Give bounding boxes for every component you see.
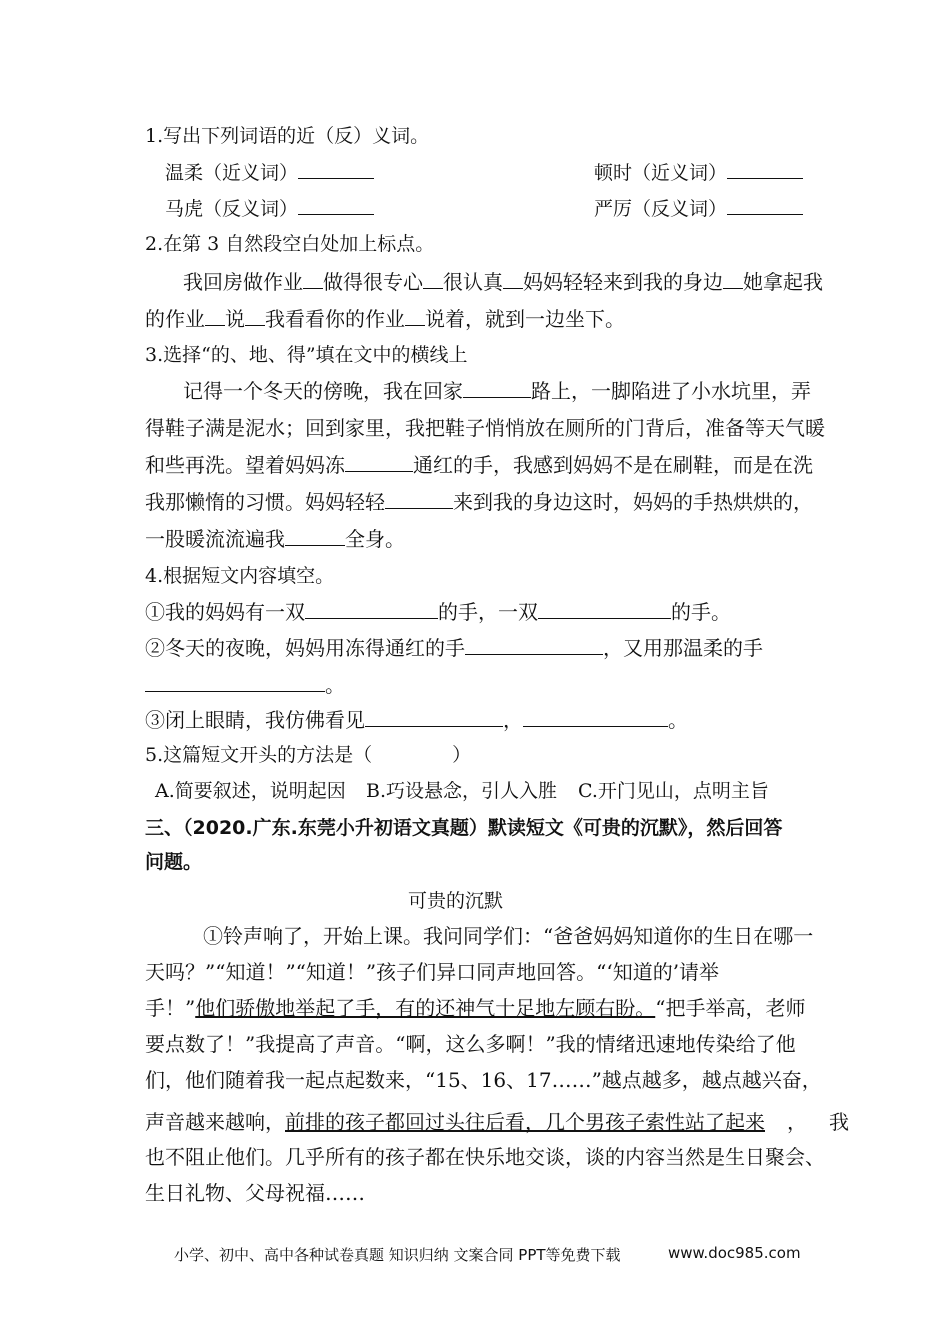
- q5-option-a[interactable]: A.简要叙述，说明起因: [155, 780, 346, 802]
- q5-option-c[interactable]: C.开门见山，点明主旨: [578, 780, 769, 802]
- passage-line: 也不阻止他们。几乎所有的孩子都在快乐地交谈，谈的内容当然是生日聚会、: [145, 1145, 825, 1169]
- passage-line: 们，他们随着我一起点起数来，“15、16、17……”越点越多，越点越兴奋，: [145, 1068, 822, 1092]
- q3-line: 得鞋子满是泥水；回到家里，我把鞋子悄悄放在厕所的门背后，准备等天气暖: [145, 416, 825, 440]
- q3-line: 一股暖流流遍我 全身。: [145, 527, 405, 551]
- section-heading: 三、（2020.广东.东莞小升初语文真题）默读短文《可贵的沉默》，然后回答: [145, 817, 783, 839]
- passage-title: 可贵的沉默: [408, 890, 504, 912]
- section-heading: 问题。: [145, 851, 203, 873]
- answer-blank[interactable]: [298, 196, 374, 215]
- answer-blank[interactable]: [538, 600, 671, 619]
- punct-blank[interactable]: [405, 307, 425, 326]
- punct-blank[interactable]: [423, 270, 443, 289]
- answer-blank[interactable]: [305, 600, 438, 619]
- q4-line: 。: [145, 673, 345, 697]
- answer-blank[interactable]: [345, 453, 413, 472]
- punct-blank[interactable]: [723, 270, 743, 289]
- q1-item: 顿时（近义词）: [594, 160, 803, 185]
- answer-blank[interactable]: [727, 196, 803, 215]
- q2-line: 我回房做作业 做得很专心 很认真 妈妈轻轻来到我的身边 她拿起我: [183, 270, 823, 294]
- punct-blank[interactable]: [205, 307, 225, 326]
- passage-line: ①铃声响了，开始上课。我问同学们：“爸爸妈妈知道你的生日在哪一: [203, 924, 814, 948]
- punct-blank[interactable]: [503, 270, 523, 289]
- answer-blank[interactable]: [727, 160, 803, 179]
- q3-line: 记得一个冬天的傍晚，我在回家 路上，一脚陷进了小水坑里，弄: [183, 379, 811, 403]
- passage-line: 手！”他们骄傲地举起了手，有的还神气十足地左顾右盼。“把手举高，老师: [145, 996, 806, 1020]
- q3-line: 和些再洗。望着妈妈冻 通红的手，我感到妈妈不是在刷鞋，而是在洗: [145, 453, 813, 477]
- answer-blank[interactable]: [465, 636, 603, 655]
- punct-blank[interactable]: [303, 270, 323, 289]
- q1-item: 马虎（反义词）: [165, 196, 374, 221]
- underlined-sentence: 他们骄傲地举起了手，有的还神气十足地左顾右盼。: [195, 996, 656, 1020]
- answer-blank[interactable]: [385, 490, 453, 509]
- q1-item: 温柔（近义词）: [165, 160, 374, 185]
- passage-line: 生日礼物、父母祝福……: [145, 1181, 365, 1205]
- underlined-sentence: 前排的孩子都回过头往后看，几个男孩子索性站了起来: [285, 1110, 765, 1134]
- q2-title: 2.在第 3 自然段空白处加上标点。: [145, 233, 435, 255]
- answer-blank[interactable]: [523, 708, 668, 727]
- answer-blank[interactable]: [145, 673, 325, 692]
- q3-line: 我那懒惰的习惯。妈妈轻轻 来到我的身边这时，妈妈的手热烘烘的，: [145, 490, 813, 514]
- q3-title: 3.选择“的、地、得”填在文中的横线上: [145, 344, 468, 366]
- q4-line: ③闭上眼睛，我仿佛看见 ， 。: [145, 708, 688, 732]
- passage-line: 声音越来越响，前排的孩子都回过头往后看，几个男孩子索性站了起来 ， 我: [145, 1110, 849, 1134]
- passage-line: 要点数了！”我提高了声音。“啊，这么多啊！”我的情绪迅速地传染给了他: [145, 1032, 796, 1056]
- q5-title: 5.这篇短文开头的方法是（ ）: [145, 744, 472, 766]
- q4-line: ②冬天的夜晚，妈妈用冻得通红的手 ，又用那温柔的手: [145, 636, 763, 660]
- answer-blank[interactable]: [463, 379, 531, 398]
- passage-line: 天吗？”“知道！”“知道！”孩子们异口同声地回答。“‘知道的’请举: [145, 960, 720, 984]
- q1-title: 1.写出下列词语的近（反）义词。: [145, 125, 430, 147]
- q4-line: ①我的妈妈有一双 的手，一双 的手。: [145, 600, 731, 624]
- q1-item: 严厉（反义词）: [594, 196, 803, 221]
- q5-option-b[interactable]: B.巧设悬念，引人入胜: [366, 780, 558, 802]
- punct-blank[interactable]: [245, 307, 265, 326]
- q2-line: 的作业 说 我看看你的作业 说着，就到一边坐下。: [145, 307, 625, 331]
- footer-url[interactable]: www.doc985.com: [668, 1244, 801, 1262]
- answer-blank[interactable]: [298, 160, 374, 179]
- q4-title: 4.根据短文内容填空。: [145, 565, 335, 587]
- answer-blank[interactable]: [285, 527, 345, 546]
- footer-text: 小学、初中、高中各种试卷真题 知识归纳 文案合同 PPT等免费下载: [174, 1246, 621, 1264]
- answer-blank[interactable]: [365, 708, 503, 727]
